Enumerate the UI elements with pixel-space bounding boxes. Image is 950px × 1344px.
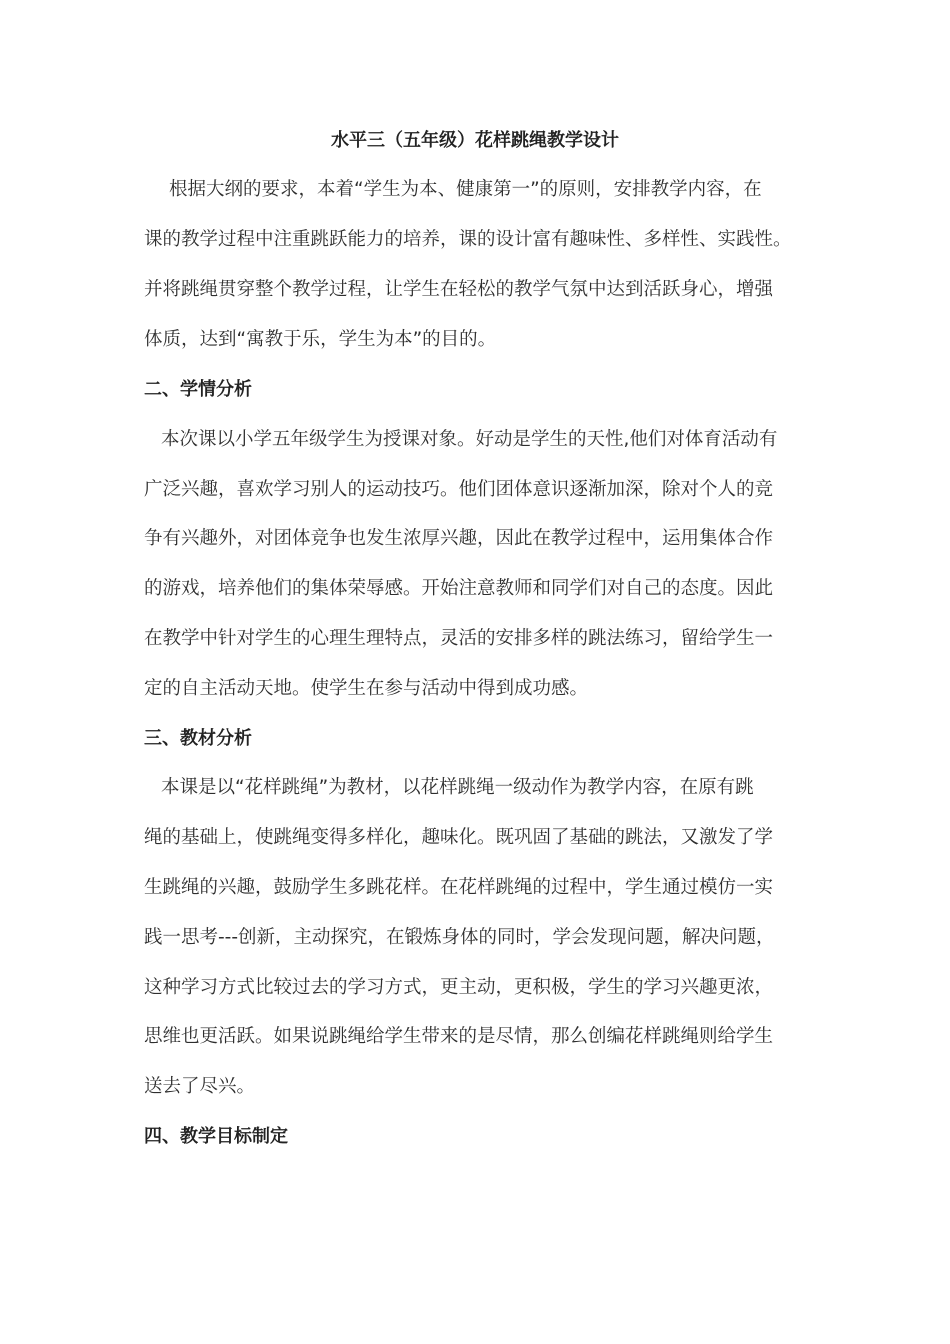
paragraph-line: 在教学中针对学生的心理生理特点，灵活的安排多样的跳法练习，留给学生一 xyxy=(144,628,774,649)
paragraph-line: 绳的基础上，使跳绳变得多样化，趣味化。既巩固了基础的跳法，又激发了学 xyxy=(144,827,774,848)
paragraph-line: 送去了尽兴。 xyxy=(144,1076,256,1097)
paragraph-line: 生跳绳的兴趣，鼓励学生多跳花样。在花样跳绳的过程中，学生通过模仿一实 xyxy=(144,877,774,898)
paragraph-line: 这种学习方式比较过去的学习方式，更主动，更积极，学生的学习兴趣更浓， xyxy=(144,977,774,998)
paragraph-line: 广泛兴趣，喜欢学习别人的运动技巧。他们团体意识逐渐加深，除对个人的竞 xyxy=(144,479,774,500)
paragraph-line: 本课是以“花样跳绳”为教材，以花样跳绳一级动作为教学内容，在原有跳 xyxy=(161,777,754,798)
paragraph-line: 本次课以小学五年级学生为授课对象。好动是学生的天性,他们对体育活动有 xyxy=(161,429,778,450)
section-heading: 三、教材分析 xyxy=(144,728,252,749)
paragraph-line: 并将跳绳贯穿整个教学过程，让学生在轻松的教学气氛中达到活跃身心，增强 xyxy=(144,279,774,300)
paragraph-line: 践一思考---创新，主动探究，在锻炼身体的同时，学会发现问题，解决问题， xyxy=(144,927,775,948)
paragraph-line: 思维也更活跃。如果说跳绳给学生带来的是尽情，那么创编花样跳绳则给学生 xyxy=(144,1026,774,1047)
paragraph-line: 体质，达到“寓教于乐，学生为本”的目的。 xyxy=(144,329,497,350)
paragraph-line: 定的自主活动天地。使学生在参与活动中得到成功感。 xyxy=(144,678,589,699)
paragraph-line: 的游戏，培养他们的集体荣辱感。开始注意教师和同学们对自己的态度。因此 xyxy=(144,578,774,599)
paragraph-line: 根据大纲的要求，本着“学生为本、健康第一”的原则，安排教学内容，在 xyxy=(169,179,762,200)
section-heading: 二、学情分析 xyxy=(144,379,252,400)
paragraph-line: 争有兴趣外，对团体竞争也发生浓厚兴趣，因此在教学过程中，运用集体合作 xyxy=(144,528,774,549)
paragraph-line: 课的教学过程中注重跳跃能力的培养，课的设计富有趣味性、多样性、实践性。 xyxy=(144,229,792,250)
document-title: 水平三（五年级）花样跳绳教学设计 xyxy=(331,130,619,151)
section-heading: 四、教学目标制定 xyxy=(144,1126,288,1147)
